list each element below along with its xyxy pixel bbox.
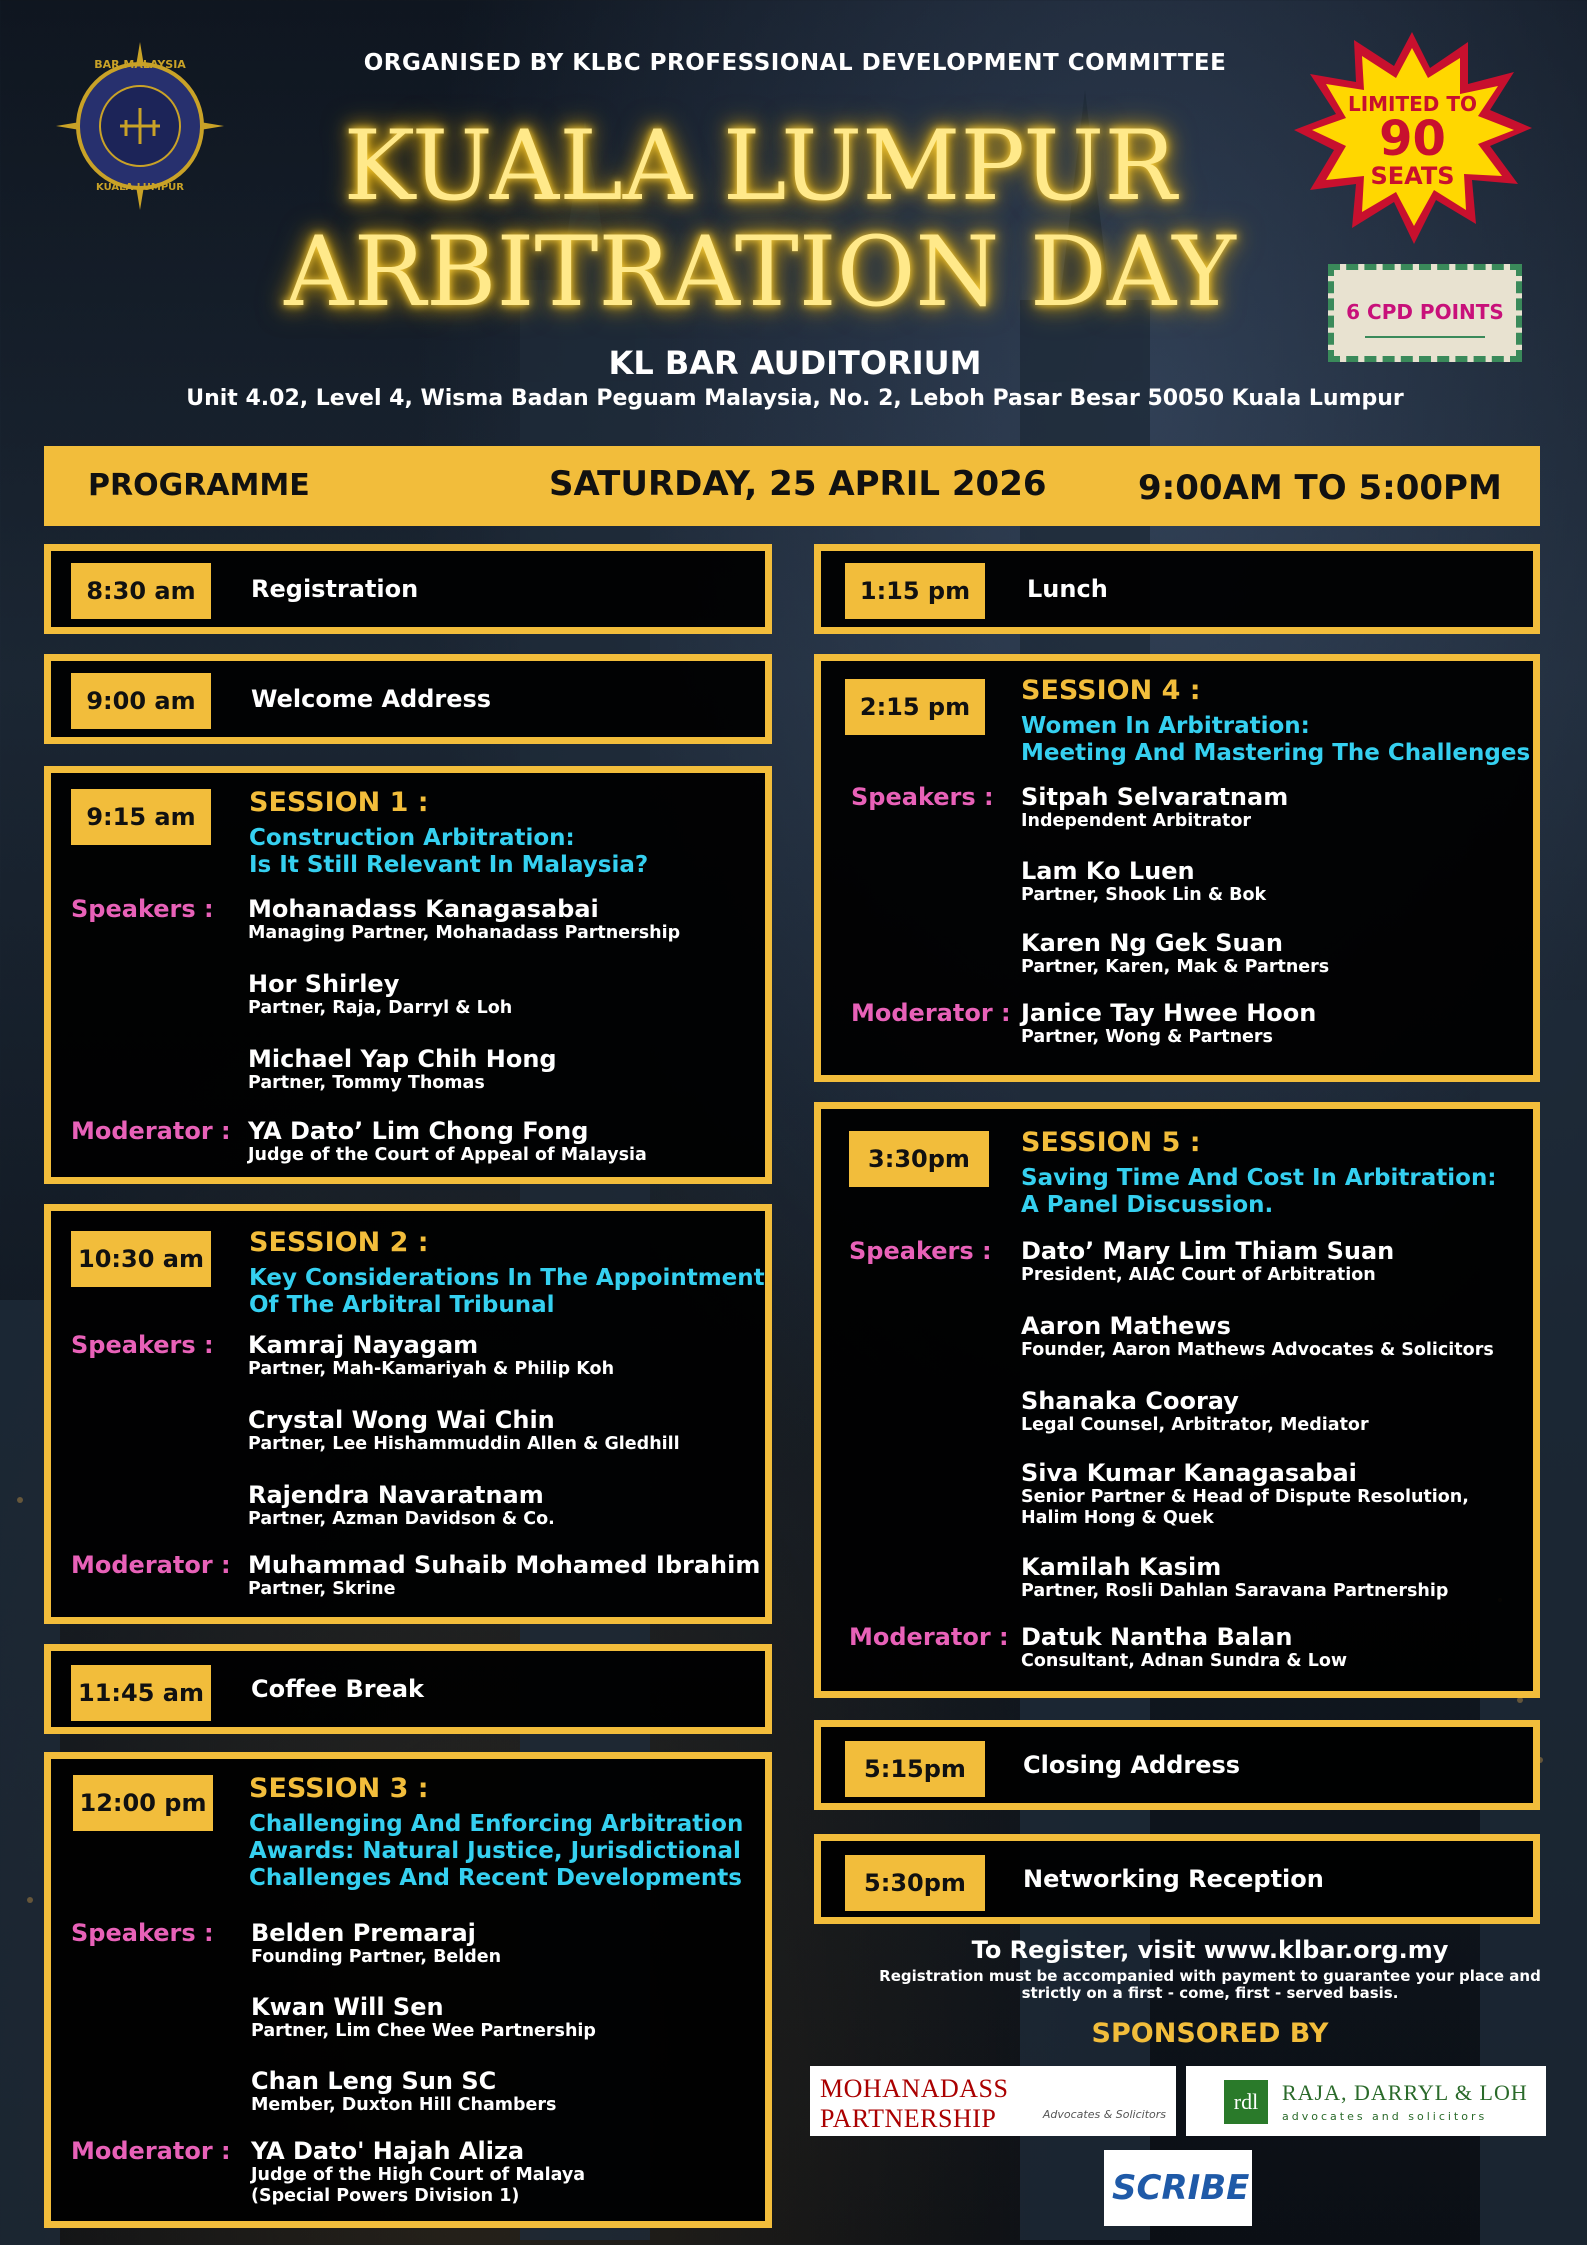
svg-text:KUALA LUMPUR: KUALA LUMPUR xyxy=(96,182,184,193)
speaker xyxy=(248,1481,555,1530)
moderator xyxy=(248,1551,760,1600)
speaker-affiliation: Member, Duxton Hill Chambers xyxy=(251,2095,557,2115)
moderator-label: Moderator : xyxy=(851,999,1011,1027)
moderator xyxy=(251,2137,585,2207)
sponsored-by-heading: SPONSORED BY xyxy=(1091,2018,1329,2049)
speaker xyxy=(1021,929,1329,978)
moderator-name: Janice Tay Hwee Hoon xyxy=(1021,999,1317,1027)
speaker-affiliation: Partner, Lim Chee Wee Partnership xyxy=(251,2021,596,2041)
sponsor-mohanadass-logo xyxy=(810,2066,1176,2136)
registration-slot xyxy=(44,544,772,634)
moderator xyxy=(1021,1623,1347,1672)
moderator-name: Datuk Nantha Balan xyxy=(1021,1623,1293,1651)
sponsor-scribe-logo xyxy=(1104,2150,1252,2226)
speaker xyxy=(1021,1459,1469,1529)
seat-count: 90 xyxy=(1379,111,1446,167)
time-badge: 10:30 am xyxy=(71,1231,211,1287)
speaker-name: Belden Premaraj xyxy=(251,1919,476,1947)
svg-text:BAR MALAYSIA: BAR MALAYSIA xyxy=(94,58,186,71)
speaker-affiliation: Legal Counsel, Arbitrator, Mediator xyxy=(1021,1415,1369,1435)
sponsor-subtitle: advocates and solicitors xyxy=(1282,2110,1488,2123)
speaker-affiliation: President, AIAC Court of Arbitration xyxy=(1021,1265,1376,1285)
speaker-name: Mohanadass Kanagasabai xyxy=(248,895,599,923)
sponsor-subtitle: Advocates & Solicitors xyxy=(1042,2108,1166,2121)
stamp-divider xyxy=(1365,336,1485,338)
networking-reception-slot xyxy=(814,1834,1540,1924)
speaker-name: Kwan Will Sen xyxy=(251,1993,444,2021)
speaker-name: Crystal Wong Wai Chin xyxy=(248,1406,555,1434)
session-1-card xyxy=(44,766,772,1184)
moderator-label: Moderator : xyxy=(71,1551,231,1579)
speaker-name: Rajendra Navaratnam xyxy=(248,1481,544,1509)
speaker xyxy=(1021,1237,1394,1286)
event-date: SATURDAY, 25 APRIL 2026 xyxy=(549,464,1047,504)
speaker xyxy=(248,1045,557,1094)
speaker-name: Hor Shirley xyxy=(248,970,400,998)
speaker-affiliation: Independent Arbitrator xyxy=(1021,811,1252,831)
speakers-label: Speakers : xyxy=(71,1919,214,1947)
registration-cta: To Register, visit www.klbar.org.my xyxy=(971,1936,1449,1964)
sponsor-name: RAJA, DARRYL & LOH xyxy=(1282,2080,1528,2105)
session-title: SESSION 3 : xyxy=(249,1773,429,1804)
slot-label: Closing Address xyxy=(1023,1751,1241,1779)
cpd-points-stamp xyxy=(1328,264,1522,362)
speakers-label: Speakers : xyxy=(71,895,214,923)
speaker-affiliation: Partner, Lee Hishammuddin Allen & Gledhill xyxy=(248,1434,680,1454)
time-badge: 3:30pm xyxy=(849,1131,989,1187)
speaker xyxy=(251,2067,556,2116)
rdl-mark-icon: rdl xyxy=(1224,2080,1268,2124)
speaker xyxy=(1021,857,1266,906)
moderator-affiliation: Judge of the Court of Appeal of Malaysia xyxy=(248,1145,647,1165)
moderator-label: Moderator : xyxy=(71,2137,231,2165)
session-5-card xyxy=(814,1102,1540,1698)
coffee-break-slot xyxy=(44,1644,772,1734)
speaker-affiliation: Founding Partner, Belden xyxy=(251,1947,502,1967)
sponsor-name: SCRIBE xyxy=(1112,2168,1250,2208)
session-3-card xyxy=(44,1752,772,2228)
moderator-affiliation: Consultant, Adnan Sundra & Low xyxy=(1021,1651,1348,1671)
closing-address-slot xyxy=(814,1720,1540,1810)
event-title-line2: ARBITRATION DAY xyxy=(284,216,1236,328)
speaker-name: Chan Leng Sun SC xyxy=(251,2067,497,2095)
slot-label: Coffee Break xyxy=(251,1675,425,1703)
speaker-name: Aaron Mathews xyxy=(1021,1312,1231,1340)
bar-malaysia-logo xyxy=(52,38,228,214)
lunch-slot xyxy=(814,544,1540,634)
cpd-points-label: 6 CPD POINTS xyxy=(1346,300,1504,324)
speaker-affiliation: Partner, Mah-Kamariyah & Philip Koh xyxy=(248,1359,615,1379)
sponsor-name: MOHANADASS PARTNERSHIP xyxy=(820,2074,1009,2133)
speaker-name: Kamilah Kasim xyxy=(1021,1553,1222,1581)
session-title: SESSION 1 : xyxy=(249,787,429,818)
speakers-label: Speakers : xyxy=(851,783,994,811)
time-badge: 5:30pm xyxy=(845,1855,985,1911)
speaker xyxy=(1021,1312,1494,1361)
moderator xyxy=(1021,999,1316,1048)
time-badge: 8:30 am xyxy=(71,563,211,619)
session-4-card xyxy=(814,654,1540,1082)
event-title-line1: KUALA LUMPUR xyxy=(343,110,1177,222)
seats-label: SEATS xyxy=(1370,162,1455,190)
session-topic: Key Considerations In The Appointment Of The Arbitral Tribunal xyxy=(249,1265,765,1318)
moderator-name: YA Dato’ Lim Chong Fong xyxy=(248,1117,589,1145)
moderator-affiliation: Partner, Wong & Partners xyxy=(1021,1027,1273,1047)
speaker xyxy=(251,1919,501,1968)
session-title: SESSION 5 : xyxy=(1021,1127,1201,1158)
moderator-label: Moderator : xyxy=(849,1623,1009,1651)
speaker-affiliation: Partner, Shook Lin & Bok xyxy=(1021,885,1267,905)
speaker xyxy=(248,1406,680,1455)
speaker xyxy=(1021,783,1288,832)
speaker-affiliation: Partner, Azman Davidson & Co. xyxy=(248,1509,555,1529)
speaker-name: Lam Ko Luen xyxy=(1021,857,1195,885)
session-topic: Challenging And Enforcing Arbitration Awards: Natural Justice, Jurisdictional Challenges And Recent Developments xyxy=(249,1811,744,1891)
session-title: SESSION 2 : xyxy=(249,1227,429,1258)
speaker xyxy=(1021,1387,1369,1436)
slot-label: Welcome Address xyxy=(251,685,492,713)
speakers-label: Speakers : xyxy=(71,1331,214,1359)
session-topic: Construction Arbitration: Is It Still Relevant In Malaysia? xyxy=(249,825,649,878)
speaker-name: Sitpah Selvaratnam xyxy=(1021,783,1289,811)
venue-address: Unit 4.02, Level 4, Wisma Badan Peguam Malaysia, No. 2, Leboh Pasar Besar 50050 Kuala Lumpur xyxy=(186,386,1404,411)
limited-to-label: LIMITED TO xyxy=(1347,92,1478,116)
session-title: SESSION 4 : xyxy=(1021,675,1201,706)
speaker-affiliation: Partner, Rosli Dahlan Saravana Partnership xyxy=(1021,1581,1449,1601)
moderator-name: YA Dato' Hajah Aliza xyxy=(251,2137,525,2165)
moderator-affiliation: Partner, Skrine xyxy=(248,1579,396,1599)
speaker-name: Karen Ng Gek Suan xyxy=(1021,929,1283,957)
slot-label: Networking Reception xyxy=(1023,1865,1324,1893)
speaker-name: Siva Kumar Kanagasabai xyxy=(1021,1459,1357,1487)
venue-name: KL BAR AUDITORIUM xyxy=(608,344,982,382)
moderator xyxy=(248,1117,647,1166)
session-2-card xyxy=(44,1204,772,1624)
speaker-name: Shanaka Cooray xyxy=(1021,1387,1239,1415)
session-topic: Saving Time And Cost In Arbitration: A Panel Discussion. xyxy=(1021,1165,1497,1218)
speaker-affiliation: Partner, Tommy Thomas xyxy=(248,1073,485,1093)
seat-limit-text xyxy=(1316,92,1509,190)
sponsor-raja-darryl-loh-logo xyxy=(1186,2066,1546,2136)
time-badge: 11:45 am xyxy=(71,1665,211,1721)
speaker-affiliation: Senior Partner & Head of Dispute Resolution, Halim Hong & Quek xyxy=(1021,1487,1469,1528)
speaker-affiliation: Founder, Aaron Mathews Advocates & Solicitors xyxy=(1021,1340,1494,1360)
slot-label: Lunch xyxy=(1027,575,1108,603)
speaker-name: Kamraj Nayagam xyxy=(248,1331,479,1359)
speakers-label: Speakers : xyxy=(849,1237,992,1265)
event-hours: 9:00AM TO 5:00PM xyxy=(1138,468,1502,508)
registration-note: Registration must be accompanied with payment to guarantee your place and strictly on a first - come, first - served basis. xyxy=(879,1967,1541,2002)
speaker-name: Michael Yap Chih Hong xyxy=(248,1045,557,1073)
programme-bar xyxy=(44,446,1540,526)
speaker xyxy=(248,970,512,1019)
speaker xyxy=(251,1993,596,2042)
speaker xyxy=(248,895,680,944)
time-badge: 9:00 am xyxy=(71,673,211,729)
time-badge: 12:00 pm xyxy=(73,1775,213,1831)
moderator-affiliation: Judge of the High Court of Malaya (Special Powers Division 1) xyxy=(251,2165,586,2206)
speaker-affiliation: Managing Partner, Mohanadass Partnership xyxy=(248,923,681,943)
programme-label: PROGRAMME xyxy=(88,468,310,503)
speaker xyxy=(1021,1553,1448,1602)
slot-label: Registration xyxy=(251,575,419,603)
time-badge: 9:15 am xyxy=(71,789,211,845)
speaker-affiliation: Partner, Karen, Mak & Partners xyxy=(1021,957,1330,977)
time-badge: 1:15 pm xyxy=(845,563,985,619)
speaker xyxy=(248,1331,614,1380)
moderator-name: Muhammad Suhaib Mohamed Ibrahim xyxy=(248,1551,761,1579)
time-badge: 5:15pm xyxy=(845,1741,985,1797)
session-topic: Women In Arbitration: Meeting And Mastering The Challenges xyxy=(1021,713,1531,766)
time-badge: 2:15 pm xyxy=(845,679,985,735)
speaker-affiliation: Partner, Raja, Darryl & Loh xyxy=(248,998,513,1018)
moderator-label: Moderator : xyxy=(71,1117,231,1145)
organiser-line: ORGANISED BY KLBC PROFESSIONAL DEVELOPMENT COMMITTEE xyxy=(363,50,1227,76)
speaker-name: Dato’ Mary Lim Thiam Suan xyxy=(1021,1237,1395,1265)
welcome-slot xyxy=(44,654,772,744)
